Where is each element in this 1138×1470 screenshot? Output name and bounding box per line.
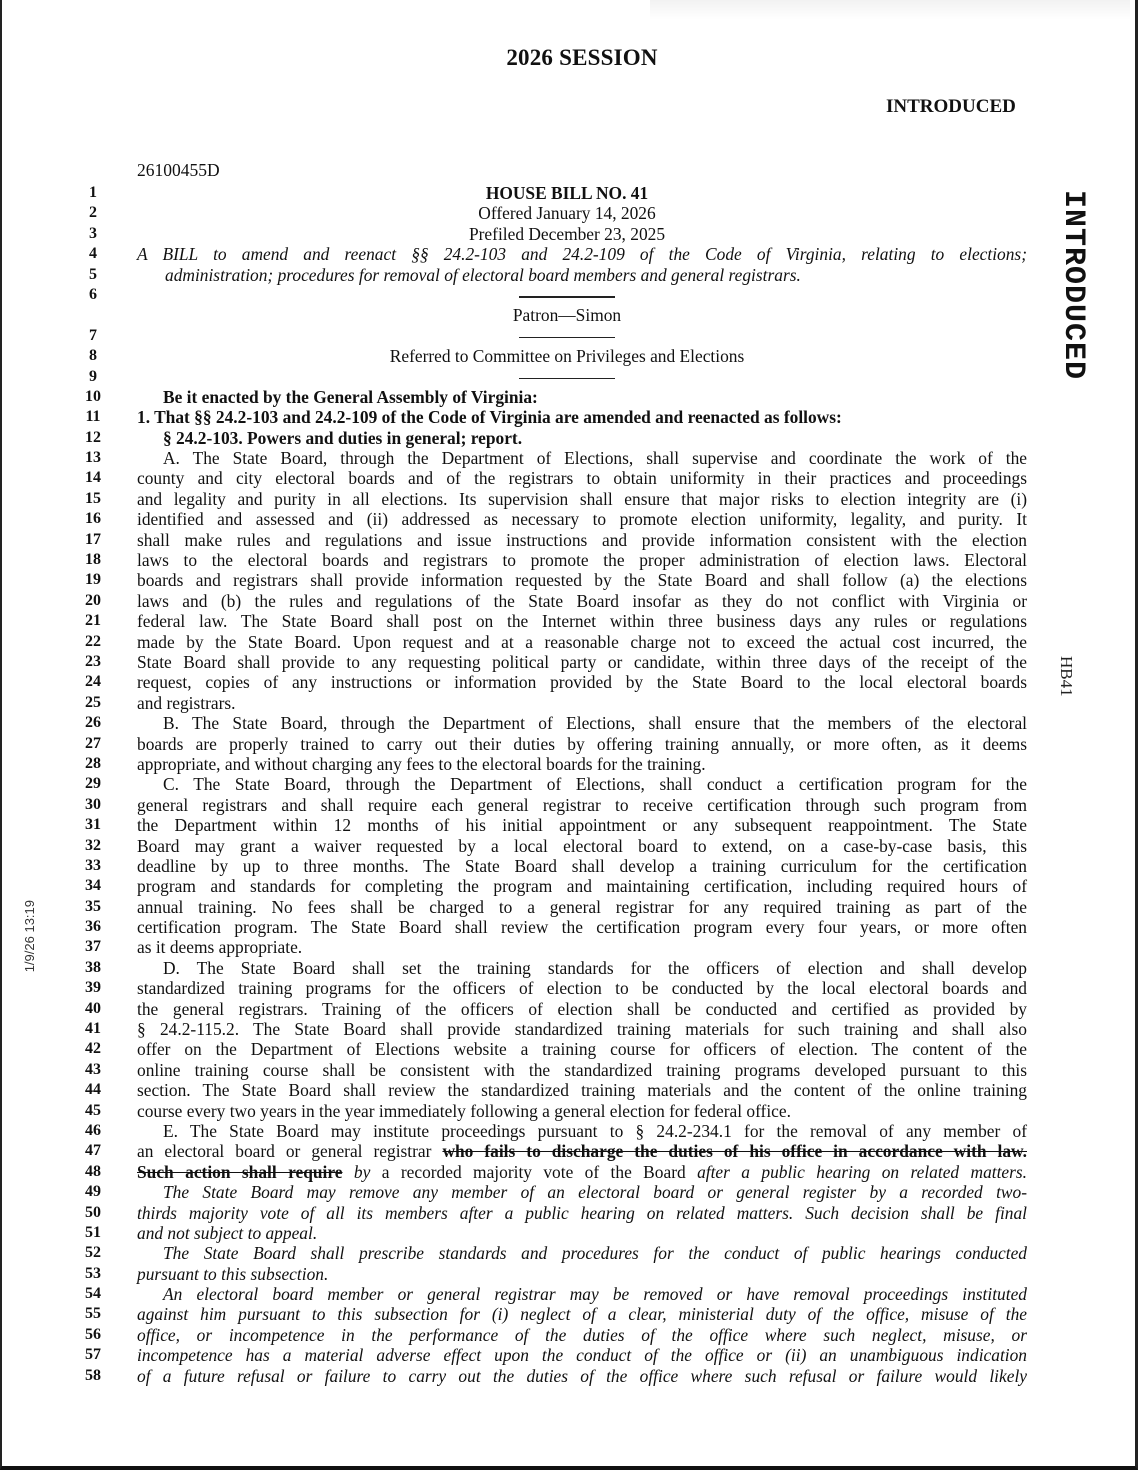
line-number: 46: [85, 1121, 101, 1139]
line-number: 17: [85, 530, 101, 548]
bill-text: program and standards for completing the program and maintaining certification, including required hours of: [137, 876, 1027, 897]
line-number: 4: [89, 245, 97, 263]
bill-text: identified and assessed and (ii) addressed as necessary to promote election uniformity, legality, and purity. It: [137, 509, 1027, 530]
line-number: 57: [85, 1346, 101, 1364]
bill-text: State Board shall provide to any requesting political party or candidate, within three days of the receipt of the: [137, 651, 1027, 672]
line-number: 37: [85, 938, 101, 956]
line-number: 16: [85, 510, 101, 528]
bill-line: [0, 876, 1138, 896]
bill-line: [0, 407, 1138, 427]
bill-text: boards are properly trained to carry out their duties by offering training annually, or more often, as it deems: [137, 733, 1027, 754]
amendment-clause: 1. That §§ 24.2-103 and 24.2-109 of the Code of Virginia are amended and reenacted as follows:: [137, 407, 842, 428]
bill-line: [0, 1243, 1138, 1263]
line-number: 1: [89, 184, 97, 201]
bill-line: [0, 815, 1138, 835]
line-number: 43: [85, 1060, 101, 1078]
bill-text: against him pursuant to this subsection for (i) neglect of a clear, ministerial duty of the office, misuse of the: [137, 1304, 1027, 1325]
bill-line: [0, 428, 1138, 448]
separator: [137, 367, 997, 387]
bill-line: [0, 285, 1138, 305]
line-number: 12: [85, 428, 101, 446]
line-number: 52: [85, 1244, 101, 1262]
bill-text: general registrars and shall require each general registrar to receive certification through such program from: [137, 794, 1027, 815]
bill-text: E. The State Board may institute proceedings pursuant to § 24.2-234.1 for the removal of any member of: [163, 1120, 1027, 1141]
bill-line: [0, 713, 1138, 733]
line-number: 36: [85, 918, 101, 936]
bill-summary: A BILL to amend and reenact §§ 24.2-103 and 24.2-109 of the Code of Virginia, relating to elections;: [137, 244, 1027, 265]
bill-text: boards and registrars shall provide information requested by the State Board and shall follow (a) the elections: [137, 570, 1027, 591]
bill-text: [137, 1141, 1027, 1161]
bill-text: as it deems appropriate.: [137, 937, 303, 958]
line-number: 49: [85, 1183, 101, 1201]
line-number: 30: [85, 795, 101, 813]
session-heading: 2026 SESSION: [506, 45, 658, 70]
bill-line: [0, 917, 1138, 937]
line-number: 34: [85, 877, 101, 895]
bill-text: annual training. No fees shall be charged to a general registrar for any required training as part of the: [137, 896, 1027, 917]
bill-line: [0, 836, 1138, 856]
bill-line: [0, 937, 1138, 957]
divider-rule: [519, 337, 615, 338]
bill-line: [0, 570, 1138, 590]
bill-line: [0, 1141, 1138, 1161]
inserted-text: after a public hearing on related matters.: [697, 1161, 1028, 1182]
bill-body: [0, 183, 1138, 1386]
bill-text: A. The State Board, through the Department of Elections, shall supervise and coordinate the work of the: [163, 448, 1027, 469]
retained-text: a recorded majority vote of the Board: [370, 1161, 698, 1182]
bill-line: [0, 448, 1138, 468]
bill-line: [0, 265, 1138, 285]
bill-line: [0, 1264, 1138, 1284]
bill-text: and legality and purity in all elections. Its supervision shall ensure that major risks to election integrity are (i): [137, 488, 1027, 509]
line-number: 18: [85, 551, 101, 569]
bill-text: B. The State Board, through the Department of Elections, shall ensure that the members of the electoral: [163, 713, 1027, 734]
bill-line: [0, 1039, 1138, 1059]
bill-line: [0, 203, 1138, 223]
patron: Patron—Simon: [512, 305, 622, 326]
bill-line: [0, 1203, 1138, 1223]
bill-line: [0, 244, 1138, 264]
line-number: 22: [85, 632, 101, 650]
bill-text: § 24.2-115.2. The State Board shall provide standardized training materials for such training and shall also: [137, 1019, 1027, 1040]
enacting-clause: Be it enacted by the General Assembly of Virginia:: [163, 386, 538, 407]
bill-line: [0, 978, 1138, 998]
bill-line: [0, 509, 1138, 529]
bill-line: [0, 550, 1138, 570]
bill-text: appropriate, and without charging any fees to the electoral boards for the training.: [137, 753, 706, 774]
bill-line: [0, 367, 1138, 387]
bill-text: online training course shall be consistent with the standardized training programs developed pursuant to this: [137, 1059, 1027, 1080]
bill-line: [0, 693, 1138, 713]
bill-line: [0, 1325, 1138, 1345]
line-number: 25: [85, 693, 101, 711]
retained-text: an electoral board or general registrar: [137, 1141, 443, 1162]
line-number: 9: [89, 367, 97, 385]
line-number: 5: [89, 265, 97, 283]
line-number: 19: [85, 571, 101, 589]
bill-line: [0, 1366, 1138, 1386]
bill-text: thirds majority vote of all its members after a public hearing on related matters. Such decision shall be final: [137, 1202, 1027, 1223]
bill-line: [0, 734, 1138, 754]
inserted-text: by: [342, 1161, 371, 1182]
bill-text: federal law. The State Board shall post on the Internet within three business days any rules or regulations: [137, 611, 1027, 632]
line-number: 7: [89, 326, 97, 344]
line-number: 53: [85, 1264, 101, 1282]
line-number: 31: [85, 816, 101, 834]
scan-shadow: [650, 0, 1130, 20]
line-number: 8: [89, 347, 97, 365]
bill-text: and not subject to appeal.: [137, 1222, 318, 1243]
bill-text: office, or incompetence in the performance of the duties of the office where such neglect, misuse, or: [137, 1324, 1027, 1345]
line-number: 56: [85, 1325, 101, 1343]
line-number: 14: [85, 469, 101, 487]
line-number: 11: [85, 408, 101, 426]
line-number: 10: [85, 387, 101, 405]
bill-line: [0, 652, 1138, 672]
bill-line: [0, 1284, 1138, 1304]
bill-line: [0, 387, 1138, 407]
bill-text: standardized training programs for the officers of election to be conducted by the local electoral boards and: [137, 978, 1027, 999]
divider-rule: [519, 378, 615, 379]
bill-text: [137, 1162, 1027, 1182]
bill-line: [0, 774, 1138, 794]
line-number: 15: [85, 489, 101, 507]
bill-text: made by the State Board. Upon request and at a reasonable charge not to exceed the actual cost incurred, the: [137, 631, 1027, 652]
line-number: 44: [85, 1081, 101, 1099]
offered-date: Offered January 14, 2026: [478, 203, 656, 224]
bill-text: Board may grant a waiver requested by a local electoral board to extend, on a case-by-case basis, this: [137, 835, 1027, 856]
bill-text: An electoral board member or general registrar may be removed or have removal proceedings instituted: [163, 1284, 1027, 1305]
bill-text: laws and (b) the rules and regulations of the State Board insofar as they do not conflict with Virginia or: [137, 590, 1027, 611]
bill-text: laws to the electoral boards and registrars to promote the proper administration of election laws. Electoral: [137, 550, 1027, 571]
bill-line: [0, 224, 1138, 244]
bill-line: [0, 999, 1138, 1019]
line-number: 28: [85, 754, 101, 772]
bill-text: D. The State Board shall set the training standards for the officers of election and shall develop: [163, 957, 1027, 978]
bill-line: [0, 305, 1138, 325]
bill-line: [0, 1101, 1138, 1121]
bill-line: [0, 346, 1138, 366]
bill-line: [0, 856, 1138, 876]
bill-text: section. The State Board shall review the standardized training materials and the content of the online training: [137, 1080, 1027, 1101]
line-number: 24: [85, 673, 101, 691]
line-number: 29: [85, 775, 101, 793]
print-timestamp: 1/9/26 13:19: [22, 900, 37, 973]
bill-text: shall make rules and regulations and issue instructions and provide information consistent with the election: [137, 529, 1027, 550]
document-id: 26100455D: [137, 160, 220, 180]
bill-line: [0, 958, 1138, 978]
line-number: 26: [85, 714, 101, 732]
line-number: 51: [85, 1223, 101, 1241]
divider-rule: [519, 296, 615, 297]
bill-line: [0, 530, 1138, 550]
status-heading: INTRODUCED: [886, 96, 1016, 117]
bill-line: [0, 468, 1138, 488]
line-number: 48: [85, 1162, 101, 1180]
line-number: 21: [85, 612, 101, 630]
struck-text: Such action shall require: [137, 1161, 343, 1182]
line-number: 20: [85, 591, 101, 609]
bill-line: [0, 591, 1138, 611]
vertical-status-label: INTRODUCED: [1056, 190, 1090, 381]
line-number: 23: [85, 652, 101, 670]
bill-text: course every two years in the year immediately following a general election for federal office.: [137, 1100, 791, 1121]
bill-text: and registrars.: [137, 692, 236, 713]
bill-line: [0, 1182, 1138, 1202]
line-number: 3: [89, 224, 97, 242]
line-number: 13: [85, 449, 101, 467]
line-number: 55: [85, 1305, 101, 1323]
bill-line: [0, 1080, 1138, 1100]
bill-line: [0, 1019, 1138, 1039]
prefiled-date: Prefiled December 23, 2025: [468, 223, 666, 244]
struck-text: who fails to discharge the duties of his office in accordance with law.: [442, 1141, 1027, 1162]
bill-line: [0, 1223, 1138, 1243]
line-number: 6: [89, 285, 97, 303]
bill-text: county and city electoral boards and of the registrars to obtain uniformity in their practices and proceedings: [137, 468, 1027, 489]
bill-line: [0, 1345, 1138, 1365]
bill-line: [0, 632, 1138, 652]
bill-text: of a future refusal or failure to carry out the duties of the office where such refusal or failure would likely: [137, 1365, 1027, 1386]
bill-title: HOUSE BILL NO. 41: [485, 183, 649, 203]
bill-text: The State Board may remove any member of an electoral board or general register by a recorded two-: [163, 1182, 1027, 1203]
bill-text: offer on the Department of Elections website a training course for officers of election. The content of the: [137, 1039, 1027, 1060]
bill-summary: administration; procedures for removal of electoral board members and general registrars.: [165, 264, 801, 285]
bill-text: request, copies of any instructions or information provided by the State Board to the local electoral boards: [137, 672, 1027, 693]
line-number: 2: [89, 204, 97, 222]
bill-text: certification program. The State Board shall review the certification program every four years, or more often: [137, 917, 1027, 938]
bill-line: [0, 1121, 1138, 1141]
line-number: 40: [85, 999, 101, 1017]
bill-line: [0, 795, 1138, 815]
bill-line: [0, 897, 1138, 917]
line-number: 33: [85, 856, 101, 874]
line-number: 32: [85, 836, 101, 854]
line-number: 58: [85, 1366, 101, 1384]
committee-referral: Referred to Committee on Privileges and Elections: [389, 346, 745, 367]
line-number: 35: [85, 897, 101, 915]
line-number: 38: [85, 958, 101, 976]
bill-text: C. The State Board, through the Department of Elections, shall conduct a certification program for the: [163, 774, 1027, 795]
bill-text: deadline by up to three months. The State Board shall develop a training curriculum for the certification: [137, 855, 1027, 876]
vertical-bill-code: HB41: [1057, 656, 1076, 697]
line-number: 54: [85, 1285, 101, 1303]
bill-line: [0, 611, 1138, 631]
bill-line: [0, 326, 1138, 346]
line-number: 27: [85, 734, 101, 752]
bill-line: [0, 1060, 1138, 1080]
bill-text: pursuant to this subsection.: [137, 1263, 329, 1284]
line-number: 41: [85, 1020, 101, 1038]
bill-line: [0, 1162, 1138, 1182]
bill-line: [0, 1304, 1138, 1324]
separator: [137, 326, 997, 346]
separator: [137, 285, 997, 305]
bill-line: [0, 489, 1138, 509]
line-number: 42: [85, 1040, 101, 1058]
bill-text: The State Board shall prescribe standards and procedures for the conduct of public hearings conducted: [163, 1243, 1027, 1264]
section-heading: § 24.2-103. Powers and duties in general; report.: [163, 427, 523, 448]
line-number: 39: [85, 979, 101, 997]
bill-line: [0, 183, 1138, 203]
bill-text: the general registrars. Training of the officers of election shall be conducted and certified as provided by: [137, 998, 1027, 1019]
bill-line: [0, 672, 1138, 692]
line-number: 47: [85, 1142, 101, 1160]
bill-line: [0, 754, 1138, 774]
bill-text: incompetence has a material adverse effect upon the conduct of the office or (ii) an unambiguous indication: [137, 1345, 1027, 1366]
line-number: 45: [85, 1101, 101, 1119]
bill-text: the Department within 12 months of his initial appointment or any subsequent reappointment. The State: [137, 815, 1027, 836]
line-number: 50: [85, 1203, 101, 1221]
